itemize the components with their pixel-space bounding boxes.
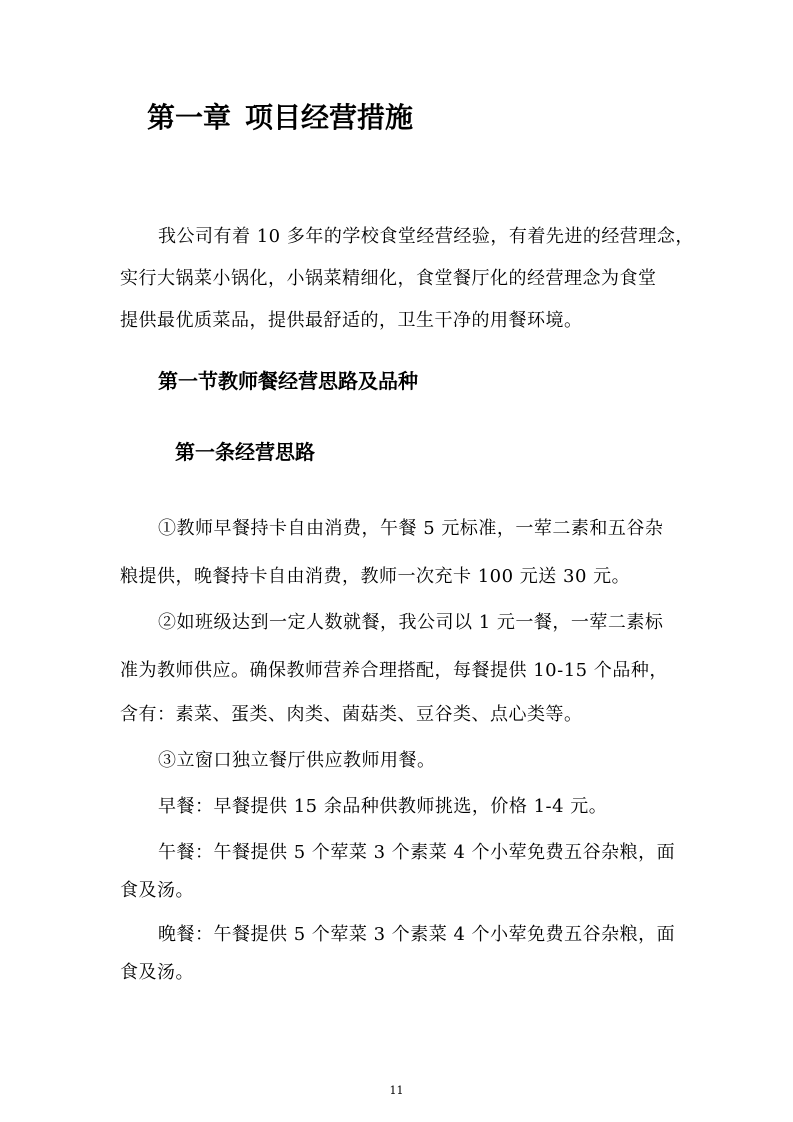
chapter-number: 第一章 (147, 101, 232, 134)
dinner-line-2: 食及汤。 (120, 962, 194, 983)
item-2-line-3: 含有：素菜、蛋类、肉类、菌菇类、豆谷类、点心类等。 (120, 704, 583, 725)
page-number: 11 (389, 1084, 404, 1097)
intro-line-3: 提供最优质菜品，提供最舒适的，卫生干净的用餐环境。 (120, 310, 583, 331)
item-1-line-1: ①教师早餐持卡自由消费，午餐 5 元标准，一荤二素和五谷杂 (158, 518, 664, 539)
article-heading: 第一条经营思路 (175, 440, 315, 464)
lunch-line-1: 午餐：午餐提供 5 个荤菜 3 个素菜 4 个小荤免费五谷杂粮，面 (158, 842, 676, 863)
breakfast-line-1: 早餐：早餐提供 15 余品种供教师挑选，价格 1-4 元。 (158, 796, 608, 817)
item-1-line-2: 粮提供，晚餐持卡自由消费，教师一次充卡 100 元送 30 元。 (120, 566, 631, 587)
dinner-line-1: 晚餐：午餐提供 5 个荤菜 3 个素菜 4 个小荤免费五谷杂粮，面 (158, 924, 676, 945)
chapter-title (147, 100, 413, 136)
item-3-line-1: ③立窗口独立餐厅供应教师用餐。 (158, 750, 436, 771)
chapter-name: 项目经营措施 (245, 101, 414, 134)
item-2-line-2: 准为教师供应。确保教师营养合理搭配，每餐提供 10-15 个品种， (120, 660, 668, 681)
item-2-line-1: ②如班级达到一定人数就餐，我公司以 1 元一餐，一荤二素标 (158, 612, 664, 633)
intro-line-1: 我公司有着 10 多年的学校食堂经营经验，有着先进的经营理念， (158, 226, 694, 247)
section-heading: 第一节教师餐经营思路及品种 (158, 369, 418, 393)
lunch-line-2: 食及汤。 (120, 880, 194, 901)
intro-line-2: 实行大锅菜小锅化，小锅菜精细化，食堂餐厅化的经营理念为食堂 (120, 268, 657, 289)
